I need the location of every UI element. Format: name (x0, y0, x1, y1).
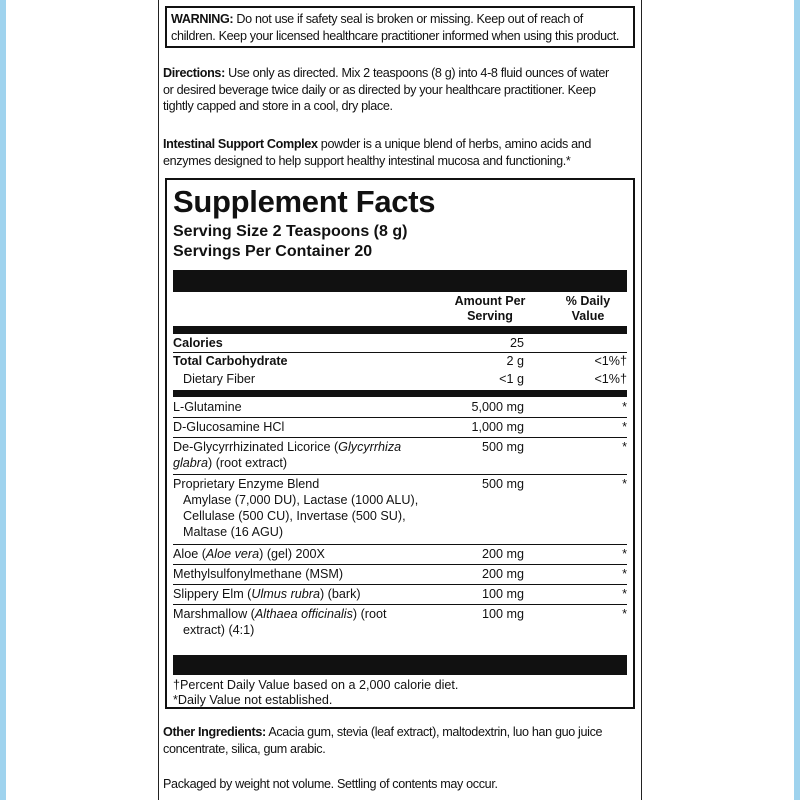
medium-divider (173, 326, 627, 334)
medium-divider (173, 390, 627, 397)
ingredient-amount: 500 mg (481, 477, 524, 491)
directions-line-2: or desired beverage twice daily or as directed by your healthcare practitioner. Keep (163, 82, 596, 97)
ingredient-name: Methylsulfonylmethane (MSM) (173, 567, 344, 581)
row-divider (173, 474, 627, 475)
directions-line-1 (163, 65, 637, 82)
other-ingredients-paragraph (163, 724, 637, 757)
ingredient-name-part: ) (bark) (319, 587, 361, 601)
ingredient-amount: 1,000 mg (471, 420, 524, 434)
row-divider (173, 604, 627, 605)
ingredient-dv: * (622, 587, 627, 601)
ingredient-name-line-2 (173, 456, 287, 471)
left-accent-stripe (0, 0, 6, 800)
blend-sub-line-3: Maltase (16 AGU) (183, 525, 284, 539)
ingredient-amount: 200 mg (481, 567, 524, 581)
label-panel (158, 0, 642, 800)
ingredient-latin-name: Glycyrrhiza (338, 440, 402, 454)
ingredient-dv: * (622, 400, 627, 414)
dietary-fiber-label: Dietary Fiber (183, 372, 256, 386)
ingredient-amount: 5,000 mg (471, 400, 524, 414)
warning-box (165, 6, 635, 48)
warning-label: WARNING: (171, 12, 234, 26)
other-ingredients-line-2: concentrate, silica, gum arabic. (163, 741, 326, 756)
other-ingredients-text-1: Acacia gum, stevia (leaf extract), maltodextrin, luo han guo juice (265, 725, 603, 739)
ingredient-dv: * (622, 547, 627, 561)
ingredient-name (173, 440, 401, 455)
directions-label: Directions: (163, 66, 225, 80)
ingredient-name-part: Slippery Elm ( (173, 587, 252, 601)
daily-value-header (553, 294, 623, 324)
packaged-note: Packaged by weight not volume. Settling of contents may occur. (163, 777, 498, 791)
ingredient-name-part: De-Glycyrrhizinated Licorice ( (173, 440, 339, 454)
amount-header-line-2: Serving (467, 309, 513, 323)
dietary-fiber-amount: <1 g (499, 372, 524, 386)
ingredient-latin-name: Althaea officinalis (254, 607, 353, 621)
ingredient-name: L-Glutamine (173, 400, 242, 414)
serving-size: Serving Size 2 Teaspoons (8 g) (173, 223, 408, 240)
description-paragraph (163, 136, 637, 169)
ingredient-dv: * (622, 440, 627, 454)
ingredient-latin-name: Aloe vera (205, 547, 260, 561)
calories-amount: 25 (509, 336, 524, 350)
directions-text-1: Use only as directed. Mix 2 teaspoons (8 g) into 4-8 fluid ounces of water (224, 66, 609, 80)
ingredient-amount: 200 mg (481, 547, 524, 561)
dv-header-line-1: % Daily (565, 294, 611, 308)
ingredient-latin-name: glabra (173, 456, 209, 470)
other-ingredients-label: Other Ingredients: (163, 725, 266, 739)
ingredient-name-line-2: extract) (4:1) (183, 623, 255, 637)
row-divider (173, 352, 627, 353)
ingredient-name-part: Marshmallow ( (173, 607, 255, 621)
ingredient-dv: * (622, 477, 627, 491)
thick-divider-top (173, 270, 627, 292)
ingredient-name (173, 547, 325, 562)
ingredient-dv: * (622, 567, 627, 581)
row-divider (173, 584, 627, 585)
ingredient-name (173, 607, 386, 622)
ingredient-dv: * (622, 420, 627, 434)
ingredient-name: Proprietary Enzyme Blend (173, 477, 320, 491)
ingredient-name-part: Aloe ( (173, 547, 206, 561)
ingredient-name-part: ) (root extract) (208, 456, 288, 470)
ingredient-name-part: ) (gel) 200X (259, 547, 325, 561)
row-divider (173, 564, 627, 565)
warning-line-2: children. Keep your licensed healthcare practitioner informed when using this product. (171, 28, 620, 43)
ingredient-name: D-Glucosamine HCl (173, 420, 285, 434)
blend-sub-line-2: Cellulase (500 CU), Invertase (500 SU), (183, 509, 406, 523)
dv-header-line-2: Value (571, 309, 605, 323)
directions-line-3: tightly capped and store in a cool, dry place. (163, 99, 393, 113)
dietary-fiber-dv: <1%† (594, 372, 627, 386)
description-text-1: powder is a unique blend of herbs, amino acids and (317, 137, 592, 151)
total-carbohydrate-amount: 2 g (506, 354, 524, 368)
warning-text-1: Do not use if safety seal is broken or missing. Keep out of reach of (233, 12, 583, 26)
ingredient-latin-name: Ulmus rubra (251, 587, 320, 601)
directions-paragraph (163, 65, 637, 115)
row-divider (173, 544, 627, 545)
blend-sub-line-1: Amylase (7,000 DU), Lactase (1000 ALU), (183, 493, 419, 507)
supplement-facts-panel (165, 178, 635, 709)
thick-divider-bottom (173, 655, 627, 675)
ingredient-amount: 500 mg (481, 440, 524, 454)
ingredient-amount: 100 mg (481, 587, 524, 601)
total-carbohydrate-dv: <1%† (594, 354, 627, 368)
amount-per-serving-header (445, 294, 535, 324)
other-ingredients-line-1 (163, 724, 637, 741)
right-accent-stripe (794, 0, 800, 800)
ingredient-amount: 100 mg (481, 607, 524, 621)
description-line-1 (163, 136, 637, 153)
ingredient-name-part: ) (root (352, 607, 387, 621)
warning-line-1 (171, 11, 629, 28)
product-name: Intestinal Support Complex (163, 137, 318, 151)
footnote-not-established: *Daily Value not established. (173, 693, 333, 707)
row-divider (173, 437, 627, 438)
amount-header-line-1: Amount Per (454, 294, 526, 308)
description-line-2: enzymes designed to help support healthy intestinal mucosa and functioning.* (163, 153, 571, 168)
ingredient-name (173, 587, 361, 602)
row-divider (173, 417, 627, 418)
footnote-daily-value: †Percent Daily Value based on a 2,000 calorie diet. (173, 678, 459, 692)
servings-per-container: Servings Per Container 20 (173, 243, 373, 260)
ingredient-dv: * (622, 607, 627, 621)
calories-label: Calories (173, 336, 223, 350)
supplement-facts-title: Supplement Facts (173, 184, 436, 219)
total-carbohydrate-label: Total Carbohydrate (173, 354, 288, 368)
